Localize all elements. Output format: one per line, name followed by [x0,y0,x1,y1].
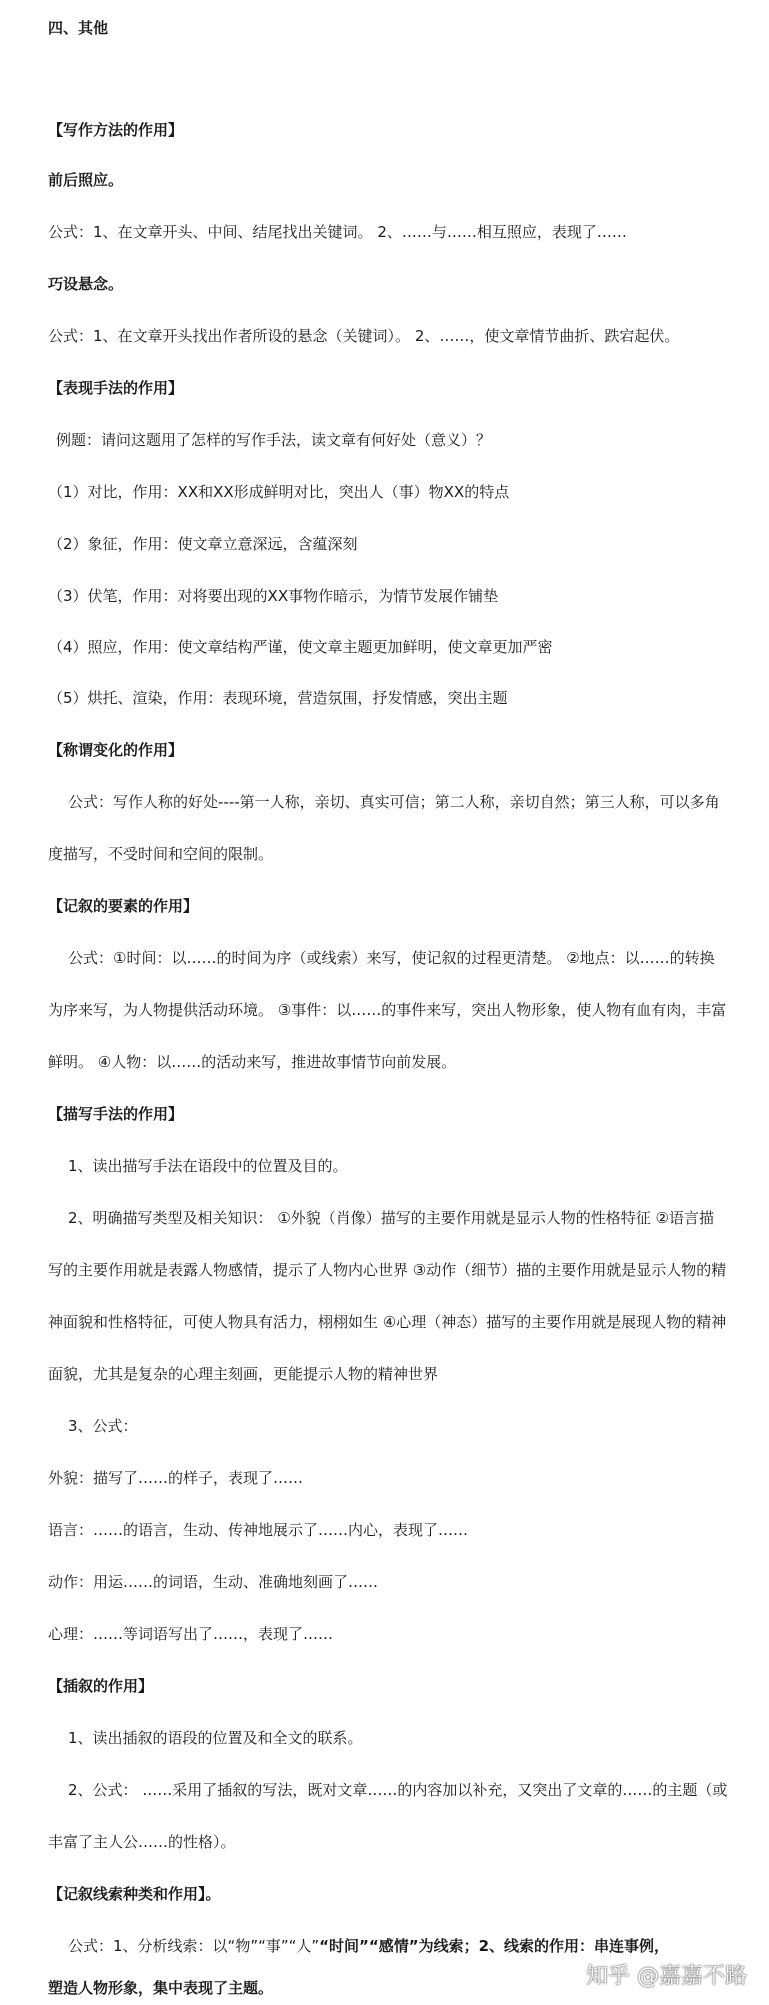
subsection-heading: 【表现手法的作用】 [48,379,184,397]
subsection-heading: 【记叙的要素的作用】 [48,897,199,915]
formula-line: 语言：……的语言，生动、传神地展示了……内心，表现了…… [48,1521,469,1539]
formula-line: 公式：1、在文章开头、中间、结尾找出关键词。 2、……与……相互照应，表现了…… [48,223,627,241]
list-item: （3）伏笔，作用：对将要出现的XX事物作暗示，为情节发展作铺垫 [48,587,499,605]
watermark: 知乎 @嘉嘉不路 [586,1964,747,1989]
paragraph-line: 塑造人物形象，集中表现了主题。 [48,1979,274,1997]
formula-line: 心理：……等词语写出了……，表现了…… [48,1625,334,1643]
paragraph-line: 写的主要作用就是表露人物感情，提示了人物内心世界 ③动作（细节）描的主要作用就是显示人物的精 [48,1261,727,1279]
list-item: （2）象征，作用：使文章立意深远，含蕴深刻 [48,535,358,553]
paragraph-line: 面貌，尤其是复杂的心理主刻画，更能提示人物的精神世界 [48,1365,439,1383]
paragraph-line: 2、公式： ……采用了插叙的写法，既对文章……的内容加以补充，又突出了文章的……的主题（或 [68,1781,728,1799]
example-question: 例题：请问这题用了怎样的写作手法，读文章有何好处（意义）？ [56,431,492,449]
formula-line: 动作：用运……的词语，生动、准确地刻画了…… [48,1573,379,1591]
paragraph-line: 鲜明。 ④人物：以……的活动来写，推进故事情节向前发展。 [48,1053,457,1071]
list-item: （5）烘托、渲染，作用：表现环境，营造氛围，抒发情感，突出主题 [48,689,508,707]
subsection-heading: 【描写手法的作用】 [48,1105,184,1123]
paragraph-line: 丰富了主人公……的性格）。 [48,1833,236,1851]
formula-line: 公式：1、在文章开头找出作者所设的悬念（关键词）。 2、……，使文章情节曲折、跌宕起伏。 [48,327,680,345]
subsection-heading: 【称谓变化的作用】 [48,741,184,759]
subsection-heading: 【记叙线索种类和作用】。 [48,1885,221,1903]
paragraph-line: 公式：①时间：以……的时间为序（或线索）来写，使记叙的过程更清楚。 ②地点：以……的转换 [68,949,715,967]
paragraph-line: 度描写，不受时间和空间的限制。 [48,845,274,863]
paragraph-line: 3、公式： [68,1417,138,1435]
paragraph-line: 为序来写，为人物提供活动环境。 ③事件：以……的事件来写，突出人物形象，使人物有血有肉，丰富 [48,1001,727,1019]
list-item: （4）照应，作用：使文章结构严谨，使文章主题更加鲜明，使文章更加严密 [48,638,553,656]
paragraph-line: 1、读出插叙的语段的位置及和全文的联系。 [68,1729,363,1747]
subsection-heading: 【写作方法的作用】 [48,121,184,139]
formula-prefix: 公式：1、分析线索：以“物”“事”“人” [68,1937,320,1955]
section-heading: 四、其他 [48,19,109,37]
list-item: （1）对比，作用：XX和XX形成鲜明对比，突出人（事）物XX的特点 [48,483,510,501]
subsection-heading: 【插叙的作用】 [48,1677,154,1695]
item-title: 巧设悬念。 [48,275,124,293]
paragraph-line [48,1936,749,1956]
paragraph-line: 2、明确描写类型及相关知识： ①外貌（肖像）描写的主要作用就是显示人物的性格特征 ②语言描 [68,1209,714,1227]
item-title: 前后照应。 [48,171,124,189]
formula-bold-text: “时间”“感情”为线索；2、线索的作用：串连事例， [319,1937,670,1955]
paragraph-line: 1、读出描写手法在语段中的位置及目的。 [68,1157,348,1175]
paragraph-line: 神面貌和性格特征，可使人物具有活力，栩栩如生 ④心理（神态）描写的主要作用就是展现人物的精神 [48,1313,727,1331]
paragraph-line: 公式：写作人称的好处----第一人称，亲切、真实可信；第二人称，亲切自然；第三人称，可以多角 [68,793,720,811]
formula-line: 外貌：描写了……的样子，表现了…… [48,1469,304,1487]
